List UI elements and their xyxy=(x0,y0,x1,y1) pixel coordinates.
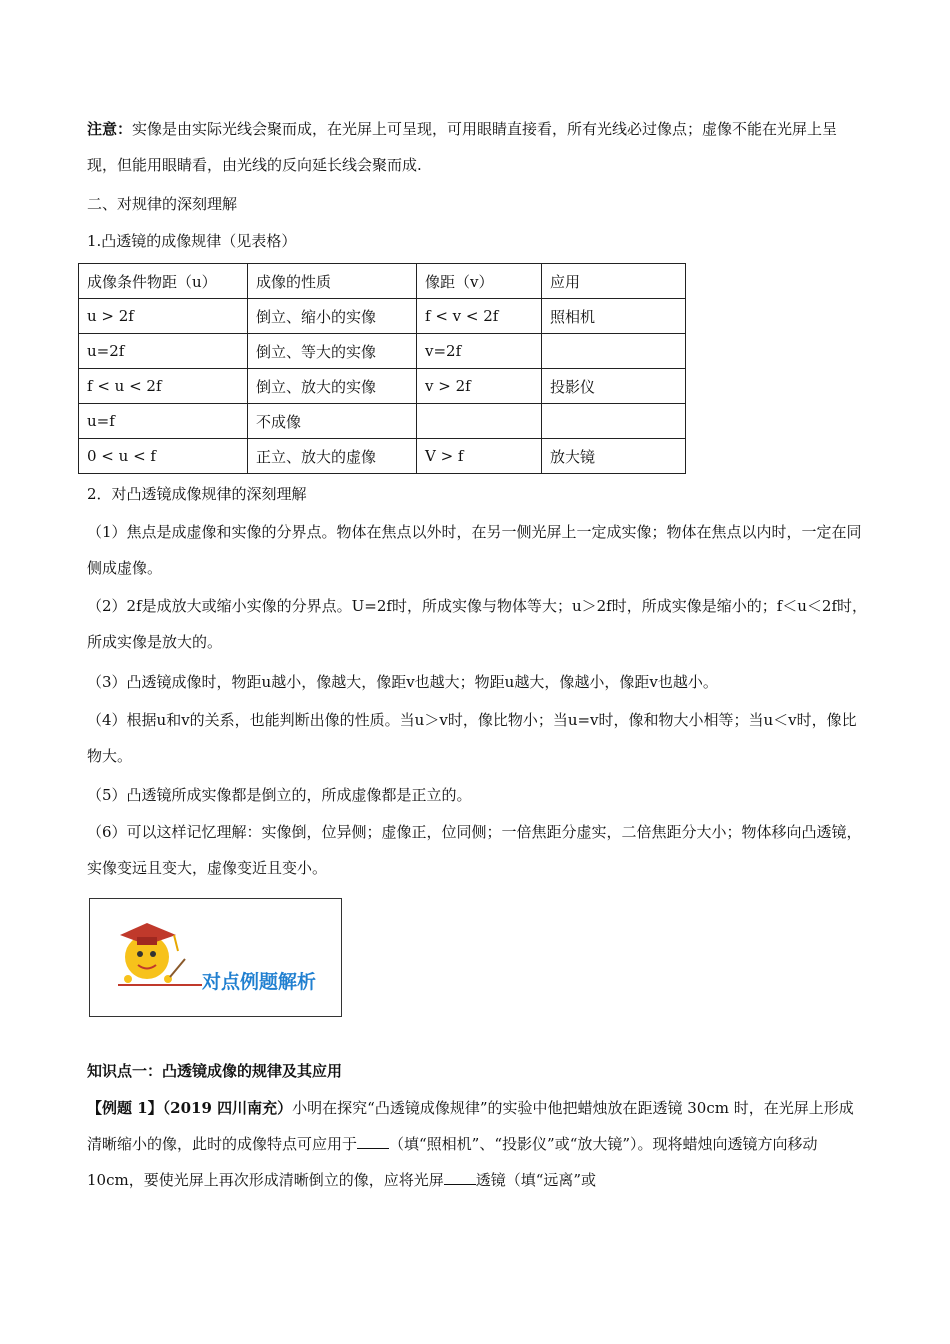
table-header-cell: 像距（v） xyxy=(417,264,542,299)
table-cell: v=2f xyxy=(417,334,542,369)
table-header-cell: 成像的性质 xyxy=(248,264,417,299)
table-header-cell: 成像条件物距（u） xyxy=(79,264,248,299)
point-6: （6）可以这样记忆理解：实像倒，位异侧；虚像正，位同侧；一倍焦距分虚实，二倍焦距分大小；物体移向凸透镜，实像变远且变大，虚像变近且变小。 xyxy=(87,823,862,877)
table-row xyxy=(79,404,686,439)
table-cell: 照相机 xyxy=(542,299,686,334)
note-text: 实像是由实际光线会聚而成，在光屏上可呈现，可用眼睛直接看，所有光线必过像点；虚像不能在光屏上呈现，但能用眼睛看，由光线的反向延长线会聚而成. xyxy=(87,120,838,174)
table-row xyxy=(79,299,686,334)
banner-title: 对点例题解析 xyxy=(202,971,317,993)
table-cell: 倒立、缩小的实像 xyxy=(248,299,417,334)
table-cell: 倒立、等大的实像 xyxy=(248,334,417,369)
point-5: （5）凸透镜所成实像都是倒立的，所成虚像都是正立的。 xyxy=(87,786,472,804)
table-row xyxy=(79,439,686,474)
example-label: 【例题 1】 xyxy=(87,1099,163,1117)
table-cell: u > 2f xyxy=(79,299,248,334)
table-cell xyxy=(542,334,686,369)
table-cell: 放大镜 xyxy=(542,439,686,474)
point-1: （1）焦点是成虚像和实像的分界点。物体在焦点以外时，在另一侧光屏上一定成实像；物体在焦点以内时，一定在同侧成虚像。 xyxy=(87,523,862,577)
table-row xyxy=(79,334,686,369)
example-text-c: 透镜（填“远离”或 xyxy=(475,1171,597,1189)
table-cell: 0 < u < f xyxy=(79,439,248,474)
table-cell: f < v < 2f xyxy=(417,299,542,334)
point-2: （2）2f是成放大或缩小实像的分界点。U=2f时，所成实像与物体等大；u＞2f时，所成实像是缩小的；f＜u＜2f时，所成实像是放大的。 xyxy=(87,597,868,651)
knowledge-point-title: 知识点一：凸透镜成像的规律及其应用 xyxy=(87,1062,343,1080)
example-banner xyxy=(89,898,342,1017)
table-cell: u=f xyxy=(79,404,248,439)
table-row xyxy=(79,369,686,404)
table-cell: 投影仪 xyxy=(542,369,686,404)
table-header-row xyxy=(79,264,686,299)
answer-blank-1[interactable] xyxy=(357,1134,389,1149)
example-1-paragraph xyxy=(87,1090,867,1198)
note-label: 注意： xyxy=(87,120,133,138)
table-cell: 正立、放大的虚像 xyxy=(248,439,417,474)
table-cell: 不成像 xyxy=(248,404,417,439)
point-3: （3）凸透镜成像时，物距u越小，像越大，像距v也越大；物距u越大，像越小，像距v也越小。 xyxy=(87,673,718,691)
sub-2-title: 2．对凸透镜成像规律的深刻理解 xyxy=(87,485,307,503)
table-cell: 倒立、放大的实像 xyxy=(248,369,417,404)
table-cell: u=2f xyxy=(79,334,248,369)
imaging-rules-table xyxy=(78,263,686,474)
answer-blank-2[interactable] xyxy=(444,1170,476,1185)
example-source: （2019 四川南充） xyxy=(162,1099,293,1117)
table-cell xyxy=(417,404,542,439)
example-text-b: （填“照相机”、“投影仪”或“放大镜”）。现将蜡烛向透镜方向移动 10cm，要使光屏上再次形成清晰倒立的像，应将光屏 xyxy=(87,1135,818,1189)
table-cell xyxy=(542,404,686,439)
table-cell: v > 2f xyxy=(417,369,542,404)
graduation-emoji-mascot-icon xyxy=(90,899,343,1018)
table-header-cell: 应用 xyxy=(542,264,686,299)
table-cell: f < u < 2f xyxy=(79,369,248,404)
point-4: （4）根据u和v的关系，也能判断出像的性质。当u＞v时，像比物小；当u=v时，像和物大小相等；当u＜v时，像比物大。 xyxy=(87,711,857,765)
example-text-a: 小明在探究“凸透镜成像规律”的实验中他把蜡烛放在距透镜 30cm 时，在光屏上形成清晰缩小的像，此时的成像特点可应用于 xyxy=(87,1099,854,1153)
note-paragraph xyxy=(87,111,867,183)
section-2-title: 二、对规律的深刻理解 xyxy=(87,195,238,213)
table-cell: V > f xyxy=(417,439,542,474)
sub-1-title: 1.凸透镜的成像规律（见表格） xyxy=(87,232,297,250)
